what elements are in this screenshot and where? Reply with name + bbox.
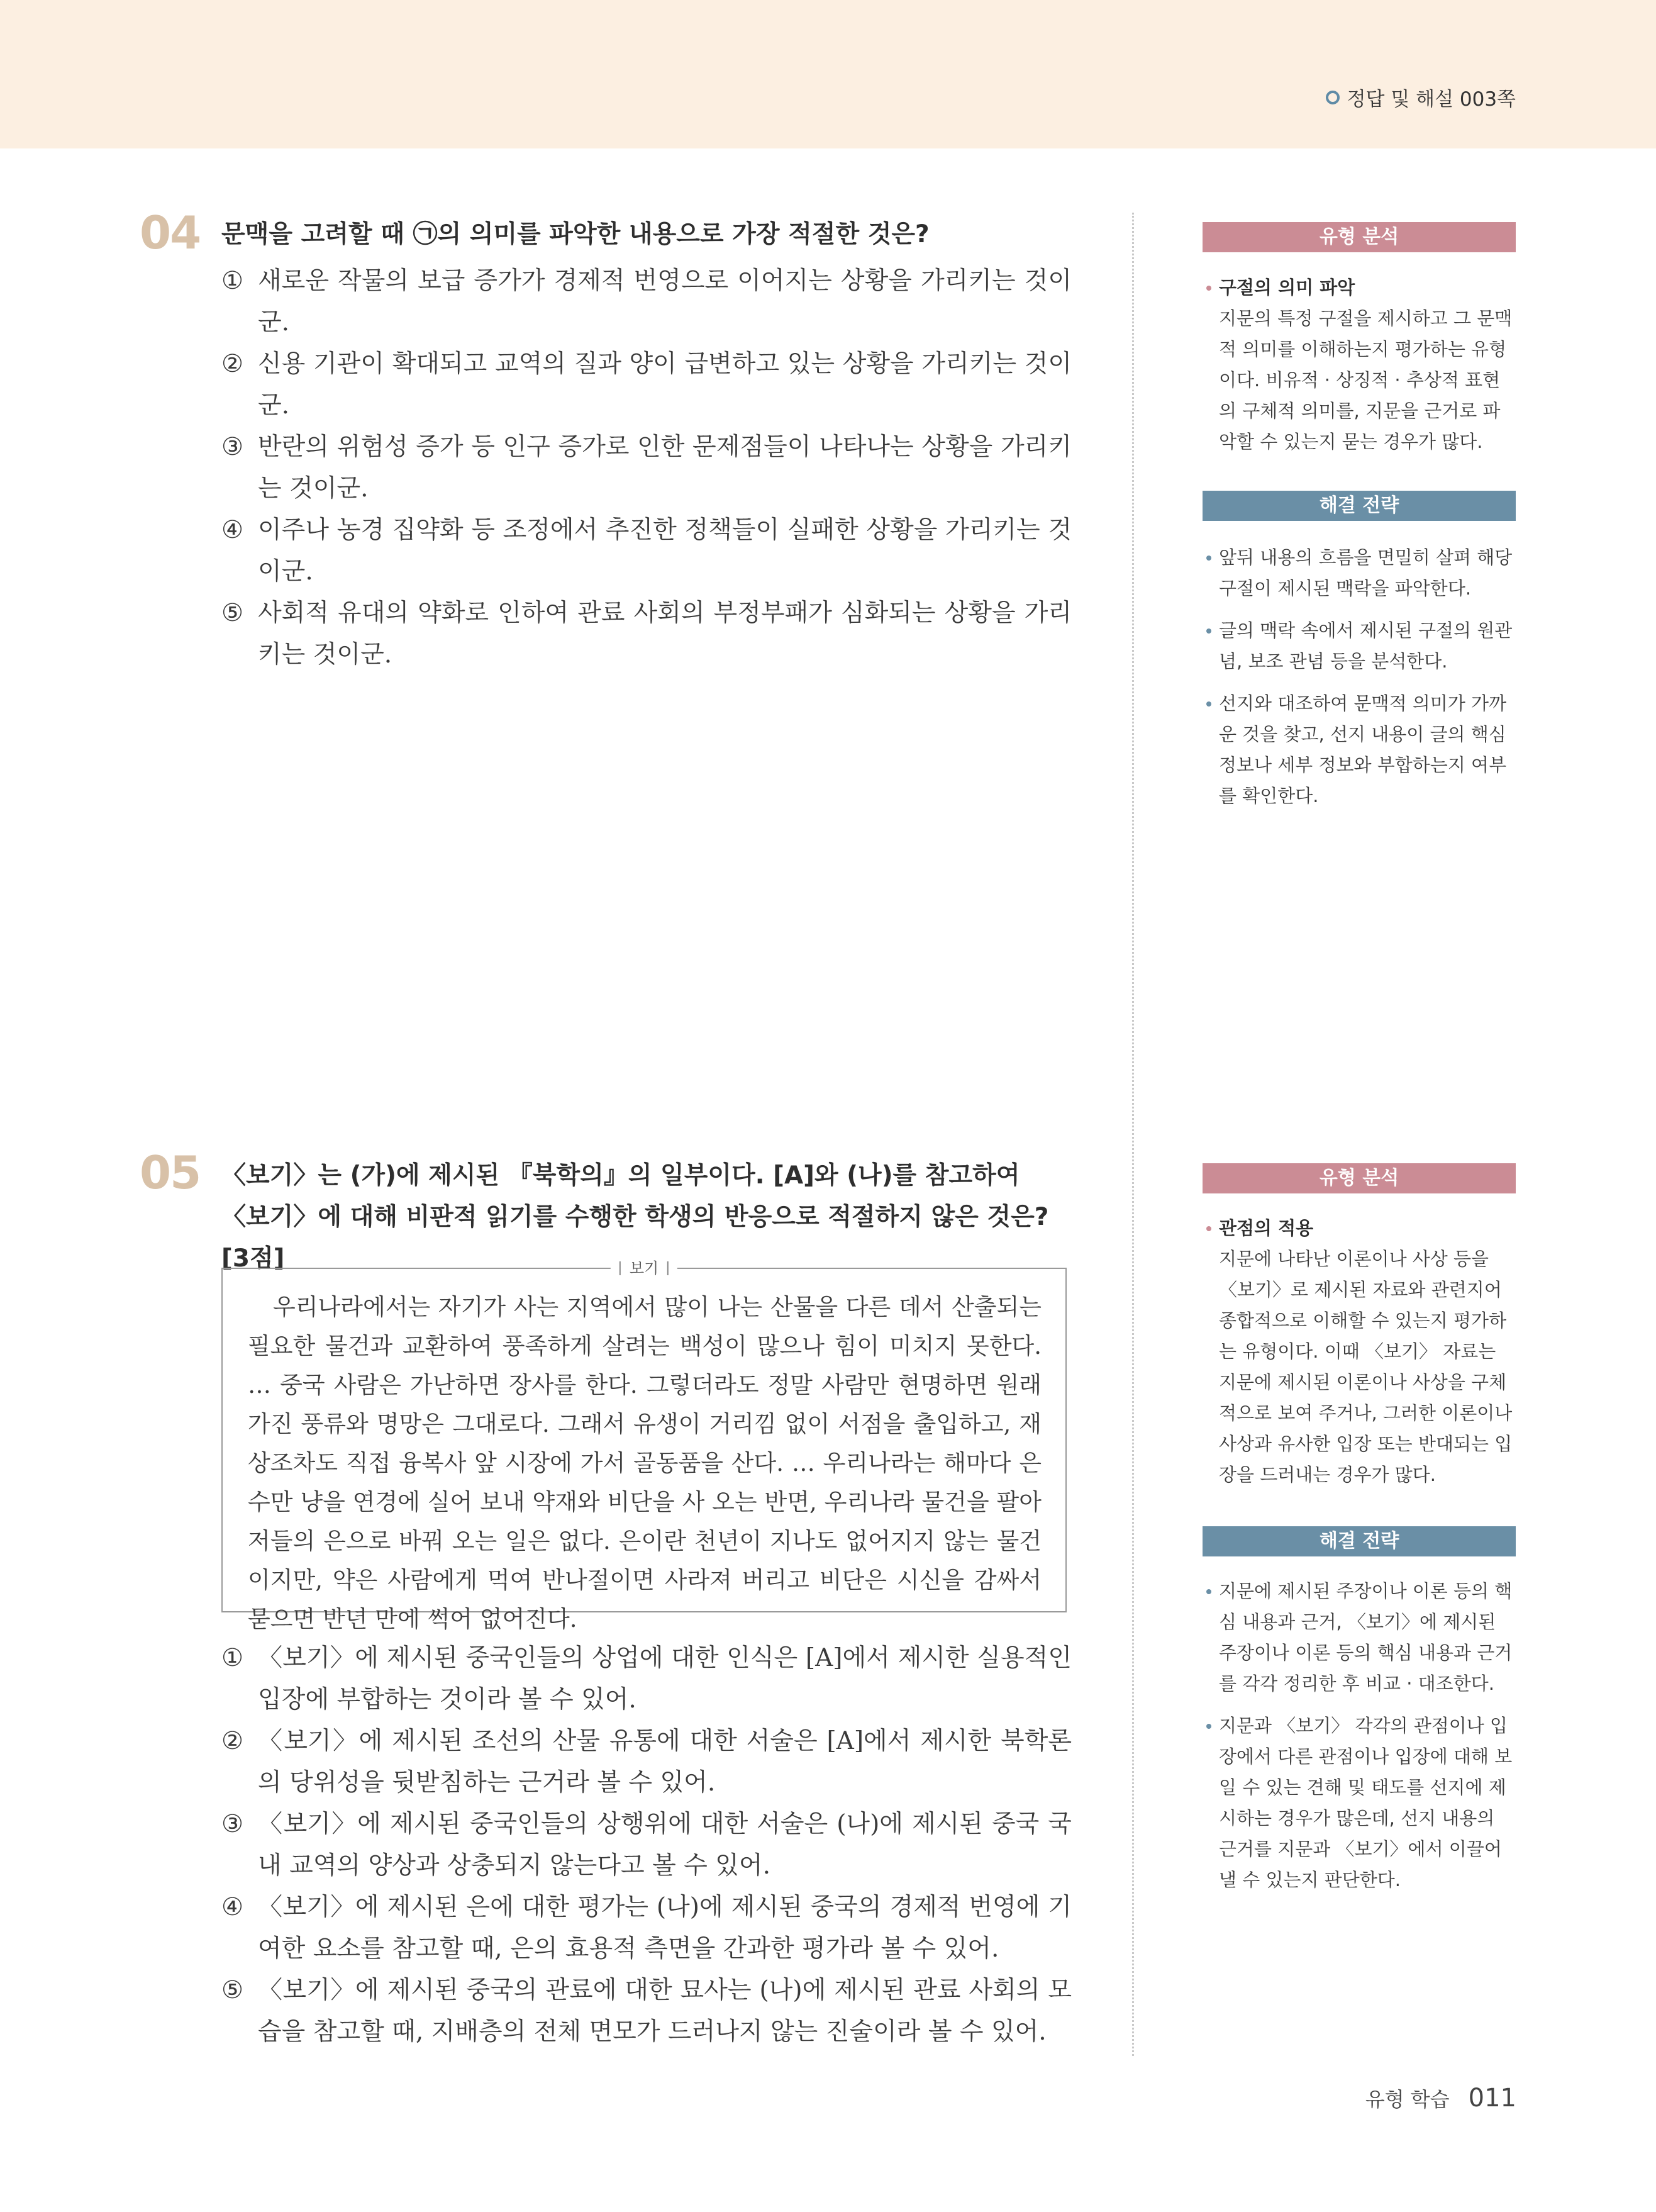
type-analysis-header: 유형 분석 bbox=[1203, 222, 1516, 252]
strategy-item: 선지와 대조하여 문맥적 의미가 가까운 것을 찾고, 선지 내용이 글의 핵심 정보나 세부 정보와 부합하는지 여부를 확인한다. bbox=[1203, 688, 1516, 812]
question-text: 〈보기〉는 (가)에 제시된 『북학의』의 일부이다. [A]와 (나)를 참고하여 〈보기〉에 대해 비판적 읽기를 수행한 학생의 반응으로 적절하지 않은 것은? [3점] bbox=[221, 1161, 1049, 1273]
choice-text: 〈보기〉에 제시된 은에 대한 평가는 (나)에 제시된 중국의 경제적 번영에 기여한 요소를 참고할 때, 은의 효용적 측면을 간과한 평가라 볼 수 있어. bbox=[258, 1893, 1072, 1963]
choice-number: ① bbox=[221, 1644, 243, 1672]
choice-text: 사회적 유대의 약화로 인하여 관료 사회의 부정부패가 심화되는 상황을 가리키는 것이군. bbox=[258, 599, 1072, 669]
choice-list bbox=[221, 1638, 1072, 2053]
strategy-header: 해결 전략 bbox=[1203, 1526, 1516, 1556]
type-analysis-heading: 구절의 의미 파악 bbox=[1219, 277, 1355, 298]
strategy-list bbox=[1203, 1576, 1516, 1907]
choice-number: ⑤ bbox=[221, 599, 243, 627]
choice-text: 신용 기관이 확대되고 교역의 질과 양이 급변하고 있는 상황을 가리키는 것이군. bbox=[258, 350, 1072, 420]
choice-item[interactable] bbox=[221, 1804, 1072, 1887]
choice-item[interactable] bbox=[221, 427, 1072, 510]
page-footer bbox=[1365, 2084, 1516, 2113]
answer-reference bbox=[1326, 83, 1516, 111]
column-divider bbox=[1132, 213, 1134, 2056]
circle-bullet-icon bbox=[1326, 91, 1340, 104]
choice-item[interactable] bbox=[221, 1721, 1072, 1804]
type-analysis-heading: 관점의 적용 bbox=[1219, 1217, 1314, 1239]
choice-list bbox=[221, 260, 1072, 676]
title-tick-icon bbox=[667, 1261, 669, 1275]
type-analysis-header: 유형 분석 bbox=[1203, 1163, 1516, 1193]
example-box-label: 보기 bbox=[629, 1260, 659, 1277]
choice-item[interactable] bbox=[221, 344, 1072, 427]
choice-number: ① bbox=[221, 267, 243, 295]
type-analysis-list bbox=[1203, 1213, 1516, 1502]
answer-reference-text: 정답 및 해설 003쪽 bbox=[1347, 88, 1516, 111]
strategy-header: 해결 전략 bbox=[1203, 491, 1516, 521]
strategy-item: 지문에 제시된 주장이나 이론 등의 핵심 내용과 근거, 〈보기〉에 제시된 주장이나 이론 등의 핵심 내용과 근거를 각각 정리한 후 비교 · 대조한다. bbox=[1203, 1576, 1516, 1699]
choice-text: 〈보기〉에 제시된 중국인들의 상행위에 대한 서술은 (나)에 제시된 중국 국내 교역의 양상과 상충되지 않는다고 볼 수 있어. bbox=[258, 1810, 1072, 1880]
choice-text: 이주나 농경 집약화 등 조정에서 추진한 정책들이 실패한 상황을 가리키는 것이군. bbox=[258, 516, 1072, 586]
choice-item[interactable] bbox=[221, 510, 1072, 593]
choice-text: 〈보기〉에 제시된 중국인들의 상업에 대한 인식은 [A]에서 제시한 실용적인 입장에 부합하는 것이라 볼 수 있어. bbox=[258, 1644, 1072, 1714]
strategy-item: 글의 맥락 속에서 제시된 구절의 원관념, 보조 관념 등을 분석한다. bbox=[1203, 615, 1516, 677]
page-number: 011 bbox=[1468, 2084, 1516, 2113]
choice-number: ② bbox=[221, 1727, 243, 1755]
example-box-title bbox=[611, 1258, 677, 1279]
strategy-item: 앞뒤 내용의 흐름을 면밀히 살펴 해당 구절이 제시된 맥락을 파악한다. bbox=[1203, 542, 1516, 604]
choice-item[interactable] bbox=[221, 1970, 1072, 2053]
choice-text: 〈보기〉에 제시된 중국의 관료에 대한 묘사는 (나)에 제시된 관료 사회의 모습을 참고할 때, 지배층의 전체 면모가 드러나지 않는 진술이라 볼 수 있어. bbox=[258, 1976, 1072, 2046]
choice-number: ③ bbox=[221, 433, 243, 461]
question-number: 04 bbox=[140, 206, 201, 259]
question-text: 문맥을 고려할 때 ㉠의 의미를 파악한 내용으로 가장 적절한 것은? bbox=[221, 220, 930, 249]
choice-item[interactable] bbox=[221, 1638, 1072, 1721]
choice-number: ② bbox=[221, 350, 243, 378]
choice-number: ③ bbox=[221, 1810, 243, 1838]
type-analysis-body: 지문에 나타난 이론이나 사상 등을 〈보기〉로 제시된 자료와 관련지어 종합적으로 이해할 수 있는지 평가하는 유형이다. 이때 〈보기〉 자료는 지문에 제시된 이론이나 사상을 구체적으로 보여 주거나, 그러한 이론이나 사상과 유사한 입장 또는 반대되는 입장을 드러내는 경우가 많다. bbox=[1219, 1248, 1513, 1485]
choice-item[interactable] bbox=[221, 260, 1072, 344]
example-box bbox=[221, 1260, 1067, 1633]
strategy-list bbox=[1203, 542, 1516, 823]
choice-number: ④ bbox=[221, 1893, 243, 1921]
type-analysis-body: 지문의 특정 구절을 제시하고 그 문맥적 의미를 이해하는지 평가하는 유형이다. 비유적 · 상징적 · 추상적 표현의 구체적 의미를, 지문을 근거로 파악할 수 있는지 묻는 경우가 많다. bbox=[1219, 308, 1513, 452]
choice-number: ④ bbox=[221, 516, 243, 544]
strategy-item: 지문과 〈보기〉 각각의 관점이나 입장에서 다른 관점이나 입장에 대해 보일 수 있는 견해 및 태도를 선지에 제시하는 경우가 많은데, 선지 내용의 근거를 지문과 〈보기〉에서 이끌어 낼 수 있는지 판단한다. bbox=[1203, 1711, 1516, 1896]
question-number: 05 bbox=[140, 1146, 201, 1199]
choice-number: ⑤ bbox=[221, 1976, 243, 2004]
type-analysis-list bbox=[1203, 272, 1516, 469]
title-tick-icon bbox=[620, 1261, 621, 1275]
choice-text: 반란의 위험성 증가 등 인구 증가로 인한 문제점들이 나타나는 상황을 가리키는 것이군. bbox=[258, 433, 1072, 503]
choice-item[interactable] bbox=[221, 593, 1072, 676]
example-box-text: 우리나라에서는 자기가 사는 지역에서 많이 나는 산물을 다른 데서 산출되는 필요한 물건과 교환하여 풍족하게 살려는 백성이 많으나 힘이 미치지 못한다. … 중국 사람은 가난하면 장사를 한다. 그렇더라도 정말 사람만 현명하면 원래 가진 풍류와 명망은 그대로다. 그래서 유생이 거리낌 없이 서점을 출입하고, 재상조차도 직접 융복사 앞 시장에 가서 골동품을 산다. … 우리나라는 해마다 은 수만 냥을 연경에 실어 보내 약재와 비단을 사 오는 반면, 우리나라 물건을 팔아 저들의 은으로 바꿔 오는 일은 없다. 은이란 천년이 지나도 없어지지 않는 물건이지만, 약은 사람에게 먹여 반나절이면 사라져 버리고 비단은 시신을 감싸서 묻으면 반년 만에 썩어 없어진다. bbox=[248, 1293, 1042, 1633]
choice-item[interactable] bbox=[221, 1887, 1072, 1970]
header-band bbox=[0, 0, 1656, 148]
choice-text: 〈보기〉에 제시된 조선의 산물 유통에 대한 서술은 [A]에서 제시한 북학론의 당위성을 뒷받침하는 근거라 볼 수 있어. bbox=[258, 1727, 1072, 1797]
type-analysis-item bbox=[1203, 1213, 1516, 1490]
footer-section: 유형 학습 bbox=[1365, 2087, 1450, 2111]
choice-text: 새로운 작물의 보급 증가가 경제적 번영으로 이어지는 상황을 가리키는 것이군. bbox=[258, 267, 1072, 337]
type-analysis-item bbox=[1203, 272, 1516, 457]
